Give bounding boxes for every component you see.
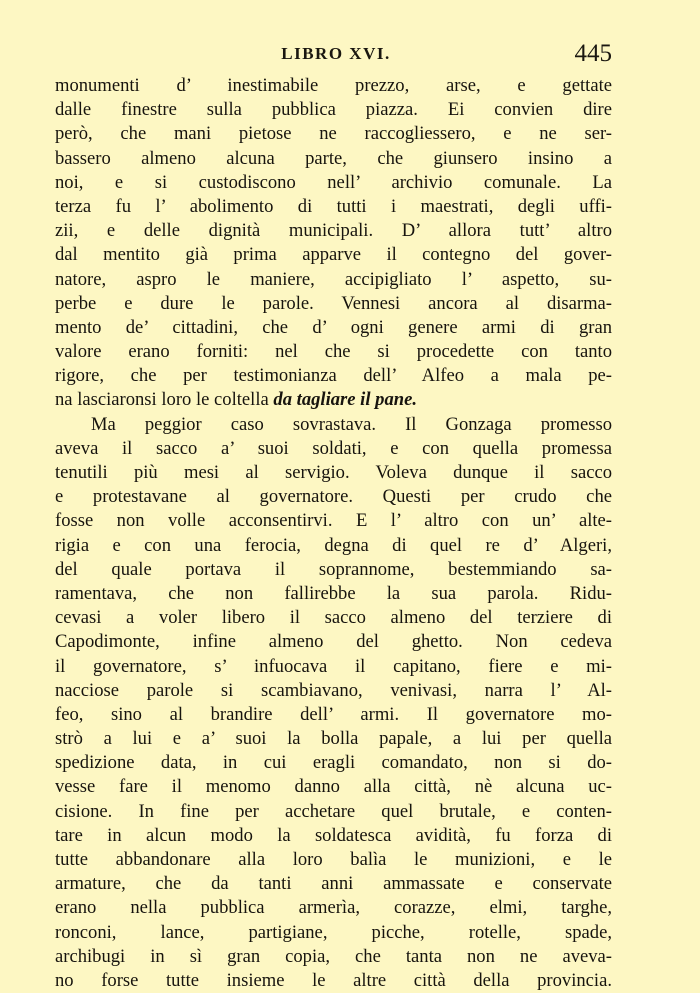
text-line: tare in alcun modo la soldatesca avidità, fu forza di	[55, 824, 612, 846]
text-line: feo, sino al brandire dell’ armi. Il governatore mo-	[55, 703, 612, 725]
text-line: valore erano forniti: nel che si procedette con tanto	[55, 341, 612, 363]
text-line: Capodimonte, infine almeno del ghetto. Non cedeva	[55, 631, 612, 653]
page-number: 445	[574, 40, 612, 67]
text-line: ronconi, lance, partigiane, picche, rotelle, spade,	[55, 921, 612, 943]
text-line: noi, e si custodiscono nell’ archivio comunale. La	[55, 171, 612, 193]
text-line: tutte abbandonare alla loro balìa le munizioni, e le	[55, 849, 612, 870]
text-line: terza fu l’ abolimento di tutti i maestrati, degli uffi-	[55, 195, 612, 217]
text-line: tenutili più mesi al servigio. Voleva dunque il sacco	[55, 462, 612, 483]
text-line: erano nella pubblica armerìa, corazze, elmi, targhe,	[55, 897, 612, 919]
text-line: spedizione data, in cui eragli comandato, non si do-	[55, 752, 612, 774]
body-text	[55, 74, 612, 993]
text-line: armature, che da tanti anni ammassate e conservate	[55, 873, 612, 895]
running-head	[60, 40, 612, 70]
italic-phrase: da tagliare il pane.	[273, 389, 417, 411]
text-line: rigore, che per testimonianza dell’ Alfeo a mala pe-	[55, 365, 612, 387]
text-line: ramentava, che non fallirebbe la sua parola. Ridu-	[55, 582, 612, 604]
text-line: dal mentito già prima apparve il contegno del gover-	[55, 244, 612, 266]
text-line: però, che mani pietose ne raccogliessero, e ne ser-	[55, 123, 612, 145]
text-line: rigia e con una ferocia, degna di quel re d’ Algeri,	[55, 534, 612, 556]
text-line: mento de’ cittadini, che d’ ogni genere armi di gran	[55, 316, 612, 338]
text-run: na lasciaronsi loro le coltella	[55, 389, 269, 411]
text-line: strò a lui e a’ suoi la bolla papale, a lui per quella	[55, 728, 612, 750]
text-line: dalle finestre sulla pubblica piazza. Ei convien dire	[55, 99, 612, 121]
paragraph-start-line: Ma peggior caso sovrastava. Il Gonzaga promesso	[91, 413, 612, 435]
text-line: cevasi a voler libero il sacco almeno del terziere di	[55, 607, 612, 629]
text-line: il governatore, s’ infuocava il capitano, fiere e mi-	[55, 655, 612, 677]
text-line: bassero almeno alcuna parte, che giunsero insino a	[55, 147, 612, 169]
text-line: archibugi in sì gran copia, che tanta non ne aveva-	[55, 945, 612, 967]
paragraph-end-line	[55, 388, 612, 412]
text-line: natore, aspro le maniere, accipigliato l’ aspetto, su-	[55, 268, 612, 290]
text-line: vesse fare il menomo danno alla città, nè alcuna uc-	[55, 776, 612, 798]
text-line: perbe e dure le parole. Vennesi ancora al disarma-	[55, 292, 612, 314]
text-line: aveva il sacco a’ suoi soldati, e con quella promessa	[55, 437, 612, 459]
text-line: zii, e delle dignità municipali. D’ allora tutt’ altro	[55, 220, 612, 242]
text-line: no forse tutte insieme le altre città della provincia.	[55, 969, 612, 991]
text-line: monumenti d’ inestimabile prezzo, arse, e gettate	[55, 75, 612, 96]
text-line: fosse non volle acconsentirvi. E l’ altro con un’ alte-	[55, 510, 612, 532]
text-line: del quale portava il soprannome, bestemmiando sa-	[55, 558, 612, 580]
text-line: e protestavane al governatore. Questi per crudo che	[55, 486, 612, 508]
text-line: cisione. In fine per acchetare quel brutale, e conten-	[55, 800, 612, 822]
text-line: nacciose parole si scambiavano, venivasi, narra l’ Al-	[55, 679, 612, 701]
running-head-title: LIBRO XVI.	[281, 44, 391, 63]
